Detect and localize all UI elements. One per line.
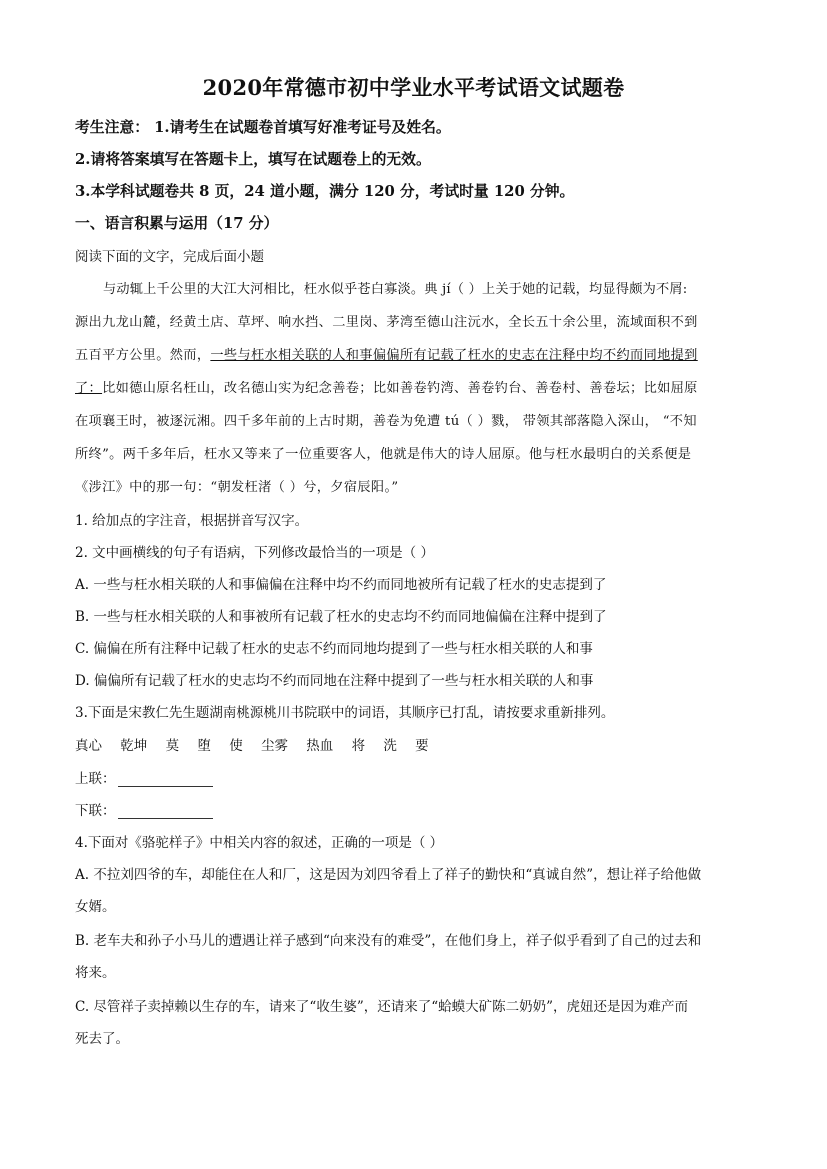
passage-line-3 bbox=[75, 344, 755, 363]
passage-line-5: 在项襄王时，被逐沅湘。四千多年前的上古时期，善卷为免遭 tú（ ）戮， 带领其部落隐入深山， “不知 bbox=[75, 414, 697, 429]
word: 莫 bbox=[165, 738, 180, 754]
q4-option-c: C. 尽管祥子卖掉赖以生存的车，请来了“收生婆”，还请来了“蛤蟆大矿陈二奶奶”，虎妞还是因为难产而 bbox=[75, 999, 689, 1015]
q3-word-list bbox=[75, 734, 755, 754]
word: 乾坤 bbox=[120, 738, 148, 754]
q3-lower-couplet bbox=[75, 799, 755, 819]
passage-line-2: 源出九龙山麓，经黄土店、草坪、响水挡、二里岗、茅湾至德山注沅水，全长五十余公里，流域面积不到 bbox=[75, 315, 698, 330]
word: 热血 bbox=[306, 738, 334, 754]
q2-option-b: B. 一些与枉水相关联的人和事被所有记载了枉水的史志均不约而同地偏偏在注释中提到了 bbox=[75, 609, 607, 625]
section-heading: 一、语言积累与运用（17 分） bbox=[75, 215, 279, 232]
word: 洗 bbox=[383, 738, 397, 754]
question-3: 3.下面是宋教仁先生题湖南桃源桃川书院联中的词语，其顺序已打乱，请按要求重新排列。 bbox=[75, 705, 615, 721]
upper-label: 上联： bbox=[75, 771, 116, 787]
word: 要 bbox=[415, 738, 429, 754]
q2-option-d: D. 偏偏所有记载了枉水的史志均不约而同地在注释中提到了一些与枉水相关联的人和事 bbox=[75, 673, 594, 689]
notice-line-3: 3.本学科试题卷共 8 页，24 道小题，满分 120 分，考试时量 120 分钟。 bbox=[75, 183, 575, 200]
notice-line-1: 考生注意： 1.请考生在试题卷首填写好准考证号及姓名。 bbox=[75, 119, 451, 136]
q2-option-a: A. 一些与枉水相关联的人和事偏偏在注释中均不约而同地被所有记载了枉水的史志提到了 bbox=[75, 577, 607, 593]
word: 堕 bbox=[197, 738, 211, 754]
question-1: 1. 给加点的字注音，根据拼音写汉字。 bbox=[75, 513, 309, 529]
passage-text: 五百平方公里。然而， bbox=[75, 348, 211, 363]
question-4: 4.下面对《骆驼样子》中相关内容的叙述，正确的一项是（ ） bbox=[75, 835, 444, 851]
passage-line-1: 与动辄上千公里的大江大河相比，枉水似乎苍白寡淡。典 jí（ ）上关于她的记载，均显得颇为不屑: bbox=[103, 282, 688, 297]
upper-answer-blank[interactable] bbox=[118, 772, 213, 787]
lower-label: 下联： bbox=[75, 803, 116, 819]
passage-line-6: 所终”。两千多年后，枉水又等来了一位重要客人，他就是伟大的诗人屈原。他与枉水最明白的关系便是 bbox=[75, 447, 692, 462]
underlined-sentence: 一些与枉水相关联的人和事偏偏所有记载了枉水的史志在注释中均不约而同地提到 bbox=[210, 348, 698, 363]
underlined-sentence-end: 了： bbox=[75, 381, 103, 396]
word: 真心 bbox=[75, 738, 102, 754]
q4-option-b: B. 老车夫和孙子小马儿的遭遇让祥子感到“向来没有的难受”，在他们身上，祥子似乎看到了自己的过去和 bbox=[75, 933, 702, 949]
lower-answer-blank[interactable] bbox=[118, 804, 213, 819]
q2-option-c: C. 偏偏在所有注释中记载了枉水的史志不约而同地均提到了一些与枉水相关联的人和事 bbox=[75, 641, 593, 657]
q4-option-b-cont: 将来。 bbox=[75, 965, 116, 981]
q4-option-c-cont: 死去了。 bbox=[75, 1031, 129, 1047]
word: 使 bbox=[229, 738, 243, 754]
passage-text: 比如德山原名枉山，改名德山实为纪念善卷；比如善卷钓湾、善卷钓台、善卷村、善卷坛；比如屈原 bbox=[102, 381, 698, 396]
q4-option-a: A. 不拉刘四爷的车，却能住在人和厂，这是因为刘四爷看上了祥子的勤快和“真诚自然”，想让祥子给他做 bbox=[75, 867, 702, 883]
q4-option-a-cont: 女婿。 bbox=[75, 899, 116, 915]
passage-line-4 bbox=[75, 377, 755, 396]
word: 尘雾 bbox=[260, 738, 288, 754]
notice-line-2: 2.请将答案填写在答题卡上，填写在试题卷上的无效。 bbox=[75, 151, 431, 168]
reading-instruction: 阅读下面的文字，完成后面小题 bbox=[75, 249, 264, 265]
page-title: 2020年常德市初中学业水平考试语文试题卷 bbox=[202, 75, 625, 100]
q3-upper-couplet bbox=[75, 767, 755, 787]
question-2: 2. 文中画横线的句子有语病，下列修改最恰当的一项是（ ） bbox=[75, 545, 434, 561]
word: 将 bbox=[351, 738, 366, 754]
passage-line-7: 《涉江》中的那一句：“朝发枉渚（ ）兮，夕宿辰阳。” bbox=[75, 480, 399, 495]
